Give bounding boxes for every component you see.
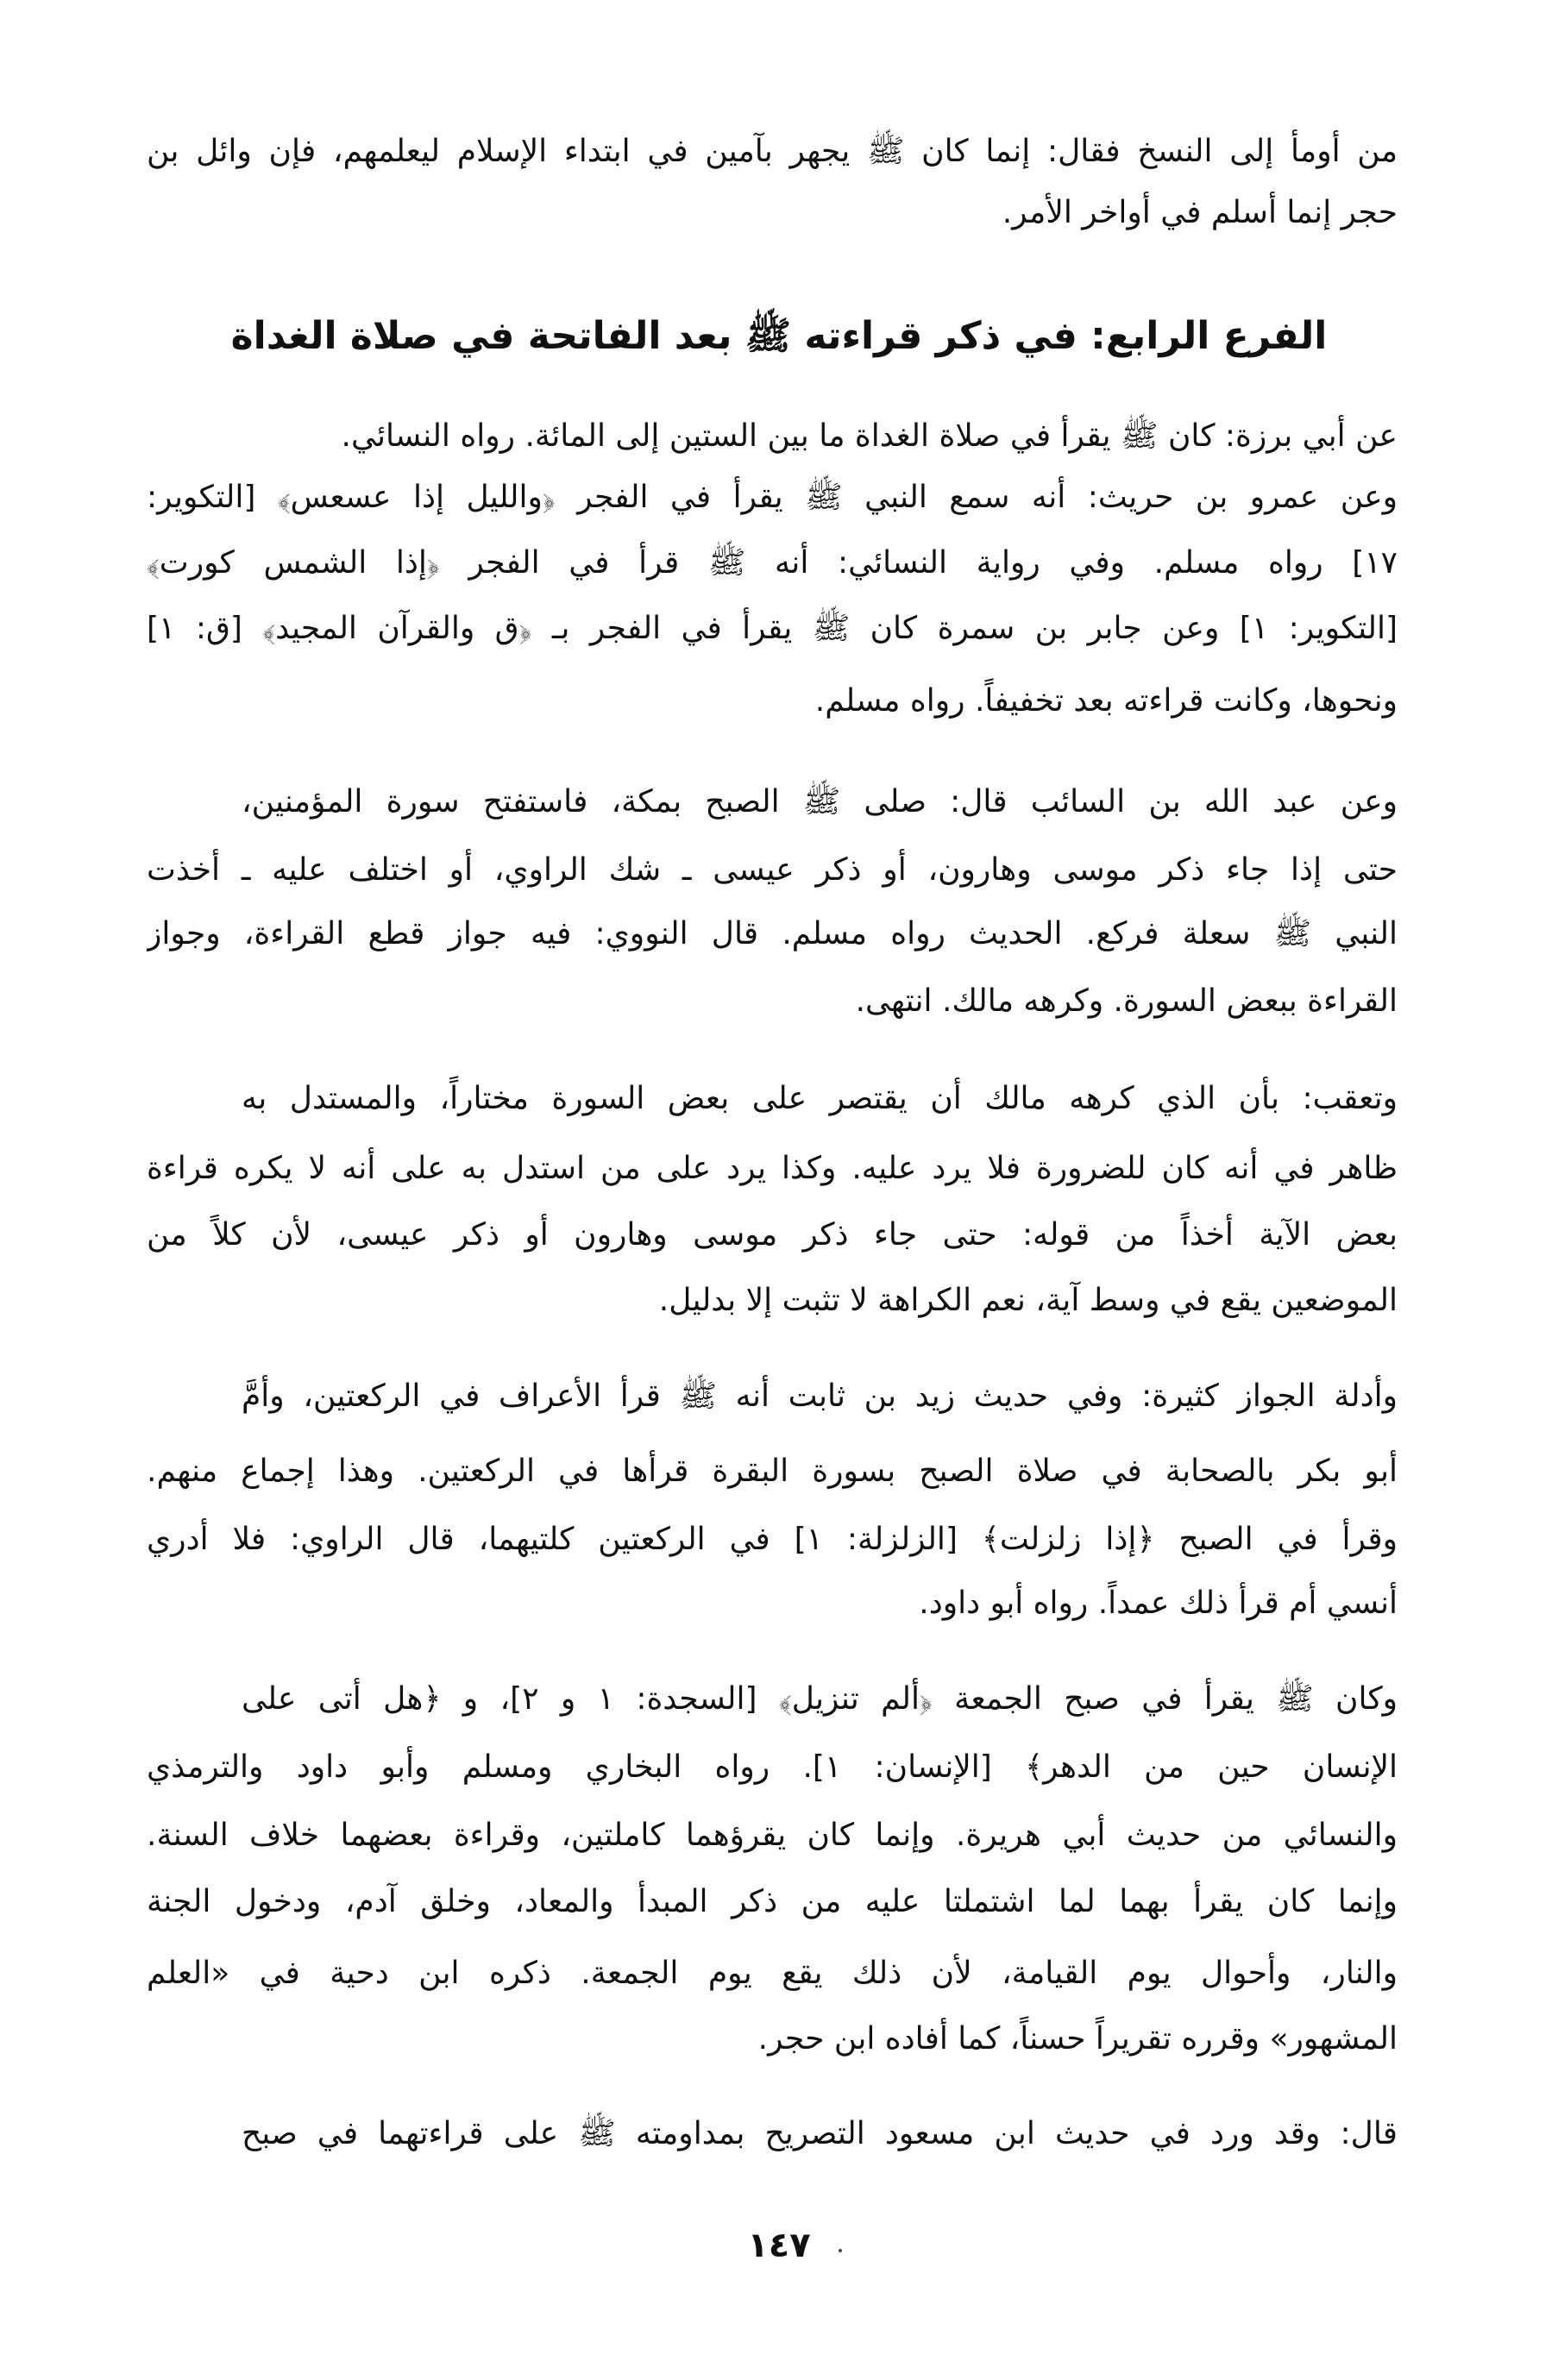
text-line: وعن عبد الله بن السائب قال: صلى ﷺ الصبح بمكة، فاستفتح سورة المؤمنين، [242,784,1398,819]
text-line: الإنسان حين من الدهر﴾ [الإنسان: ١]. رواه البخاري ومسلم وأبو داود والترمذي [147,1749,1398,1785]
page-number: ١٤٧ [747,2226,811,2265]
text-line: وإنما كان يقرأ بهما لما اشتملتا عليه من ذكر المبدأ والمعاد، وخلق آدم، ودخول الجنة [147,1884,1398,1919]
text-line: المشهور» وقرره تقريراً حسناً، كما أفاده ابن حجر. [757,2021,1398,2057]
text-line: من أومأ إلى النسخ فقال: إنما كان ﷺ يجهر بآمين في ابتداء الإسلام ليعلمهم، فإن وائل بن [147,134,1398,169]
text-line: وأدلة الجواز كثيرة: وفي حديث زيد بن ثابت أنه ﷺ قرأ الأعراف في الركعتين، وأمَّ [242,1378,1398,1414]
text-line: النبي ﷺ سعلة فركع. الحديث رواه مسلم. قال النووي: فيه جواز قطع القراءة، وجواز [147,916,1398,951]
text-line: وقرأ في الصبح ﴿إذا زلزلت﴾ [الزلزلة: ١] في الركعتين كلتيهما، قال الراوي: فلا أدري [147,1522,1398,1557]
text-line: والنار، وأحوال يوم القيامة، لأن ذلك يقع يوم الجمعة. ذكره ابن دحية في «العلم [147,1956,1398,1991]
text-line: أبو بكر بالصحابة في صلاة الصبح بسورة البقرة قرأها في الركعتين. وهذا إجماع منهم. [147,1454,1398,1489]
text-line: وعن عمرو بن حريث: أنه سمع النبي ﷺ يقرأ في الفجر ﴿والليل إذا عسعس﴾ [التكوير: [147,480,1398,515]
scan-dot [839,2249,842,2252]
text-line: الموضعين يقع في وسط آية، نعم الكراهة لا تثبت إلا بدليل. [658,1283,1398,1318]
text-line: عن أبي برزة: كان ﷺ يقرأ في صلاة الغداة ما بين الستين إلى المائة. رواه النسائي. [341,418,1398,454]
text-line: والنسائي من حديث أبي هريرة. وإنما كان يقرؤهما كاملتين، وقراءة بعضهما خلاف السنة. [147,1818,1398,1853]
text-line: بعض الآية أخذاً من قوله: حتى جاء ذكر موسى وهارون أو ذكر عيسى، لأن كلاً من [147,1217,1398,1253]
text-line: حتى إذا جاء ذكر موسى وهارون، أو ذكر عيسى ـ شك الراوي، أو اختلف عليه ـ أخذت [147,852,1398,888]
text-line: ١٧] رواه مسلم. وفي رواية النسائي: أنه ﷺ قرأ في الفجر ﴿إذا الشمس كورت﴾ [147,545,1398,581]
text-line: [التكوير: ١] وعن جابر بن سمرة كان ﷺ يقرأ في الفجر بـ ﴿ق والقرآن المجيد﴾ [ق: ١] [147,611,1398,646]
text-line: وكان ﷺ يقرأ في صبح الجمعة ﴿ألم تنزيل﴾ [السجدة: ١ و ٢]، و ﴿هل أتى على [242,1681,1398,1717]
text-line: قال: وقد ورد في حديث ابن مسعود التصريح بمداومته ﷺ على قراءتهما في صبح [242,2116,1398,2151]
text-line: ونحوها، وكانت قراءته بعد تخفيفاً. رواه مسلم. [814,683,1398,719]
section-heading: الفرع الرابع: في ذكر قراءته ﷺ بعد الفاتحة في صلاة الغداة [230,314,1328,358]
text-line: أنسي أم قرأ ذلك عمداً. رواه أبو داود. [919,1586,1398,1621]
text-line: وتعقب: بأن الذي كرهه مالك أن يقتصر على بعض السورة مختاراً، والمستدل به [242,1081,1398,1116]
text-line: حجر إنما أسلم في أواخر الأمر. [1002,195,1398,230]
text-line: القراءة ببعض السورة. وكرهه مالك. انتهى. [855,983,1398,1019]
text-line: ظاهر في أنه كان للضرورة فلا يرد عليه. وكذا يرد على من استدل به على أنه لا يكره قراءة [147,1151,1398,1186]
